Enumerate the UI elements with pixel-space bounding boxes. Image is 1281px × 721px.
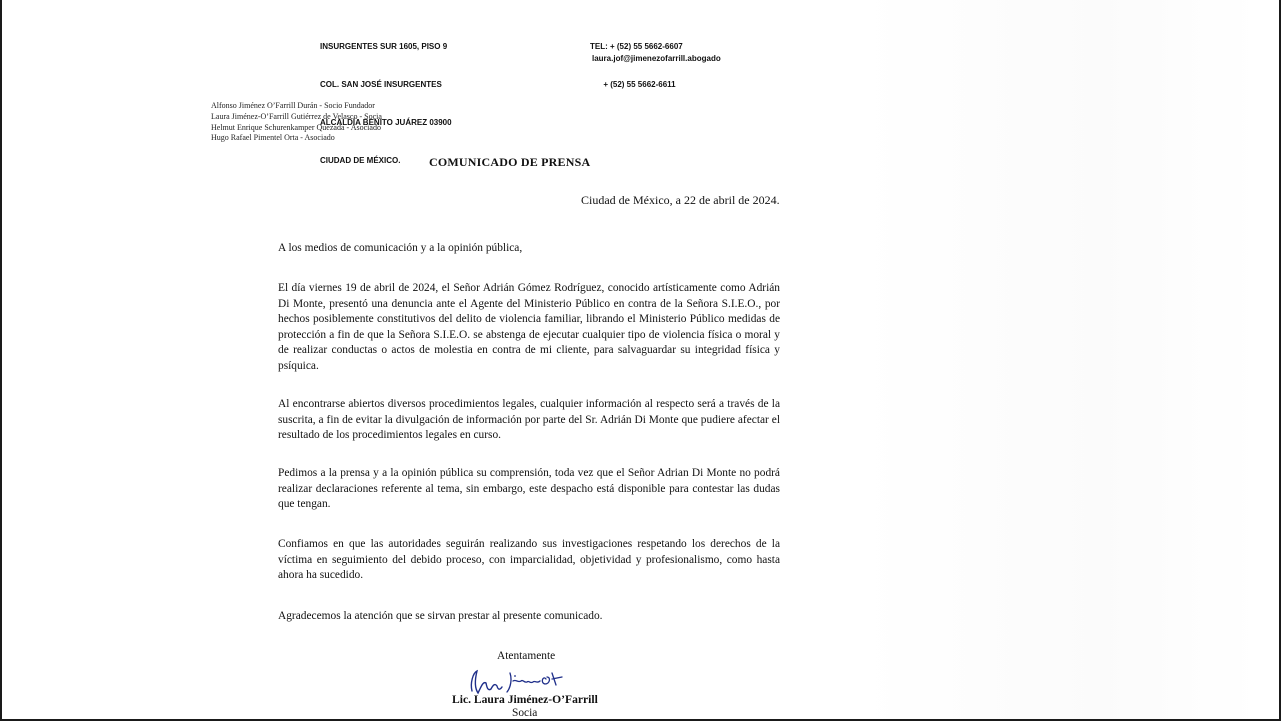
document-title: COMUNICADO DE PRENSA — [429, 155, 591, 169]
phone-line: + (52) 55 5662-6611 — [590, 79, 676, 89]
member-line: Alfonso Jiménez O’Farrill Durán - Socio Fundador — [211, 101, 375, 110]
address-line: INSURGENTES SUR 1605, PISO 9 — [320, 42, 448, 52]
address-line: COL. SAN JOSÉ INSURGENTES — [320, 79, 442, 89]
body-paragraph: Al encontrarse abiertos diversos procedimientos legales, cualquier información al respecto será a través de la suscrita, a fin de evitar la divulgación de información por parte del Sr. Adrián Di Monte que pudiere afectar el resultado de los procedimientos legales en curso. — [278, 398, 780, 442]
address-line: CIUDAD DE MÉXICO. — [320, 155, 401, 165]
firm-members-list — [211, 101, 382, 144]
greeting: A los medios de comunicación y a la opinión pública, — [278, 242, 523, 254]
member-line: Hugo Rafael Pimentel Orta - Asociado — [211, 133, 335, 143]
closing-text: Atentamente — [497, 650, 556, 662]
window-border-left — [0, 0, 2, 721]
body-paragraph: El día viernes 19 de abril de 2024, el Señor Adrián Gómez Rodríguez, conocido artísticamente como Adrián Di Monte, presentó una denuncia ante el Agente del Ministerio Público en contra de la Señora S.I.E.O., por hechos posiblemente constitutivos del delito de violencia familiar, librando el Ministerio Público medidas de protección a fin de que la Señora S.I.E.O. se abstenga de ejecutar cualquier tipo de violencia física o moral y de realizar conductas o actos de molestia en contra de mi cliente, para salvaguardar su integridad física y psíquica. — [278, 282, 780, 372]
member-line: Laura Jiménez-O’Farrill Gutiérrez de Velasco - Socia — [211, 111, 382, 121]
address-line: ALCALDÍA BENITO JUÁREZ 03900 — [320, 117, 452, 127]
letterhead-email: laura.jof@jimenezofarrill.abogado — [592, 54, 721, 63]
body-paragraph: Confiamos en que las autoridades seguirán realizando sus investigaciones respetando los derechos de la víctima en seguimiento del debido proceso, con imparcialidad, objetividad y profesionalismo, como hasta ahora ha sucedido. — [278, 538, 780, 582]
page-background — [860, 0, 1260, 719]
body-paragraph: Pedimos a la prensa y a la opinión pública su comprensión, toda vez que el Señor Adrian Di Monte no podrá realizar declaraciones referente al tema, sin embargo, este despacho está disponible para contestar las dudas que tengan. — [278, 467, 780, 511]
signer-role: Socia — [512, 707, 538, 719]
phone-line: TEL: + (52) 55 5662-6607 — [590, 42, 683, 52]
member-line: Helmut Enrique Schurenkamper Quezada - Asociado — [211, 122, 381, 132]
document-date: Ciudad de México, a 22 de abril de 2024. — [581, 193, 780, 207]
body-paragraph: Agradecemos la atención que se sirvan prestar al presente comunicado. — [278, 610, 603, 622]
signer-name: Lic. Laura Jiménez-O’Farrill — [452, 693, 598, 706]
